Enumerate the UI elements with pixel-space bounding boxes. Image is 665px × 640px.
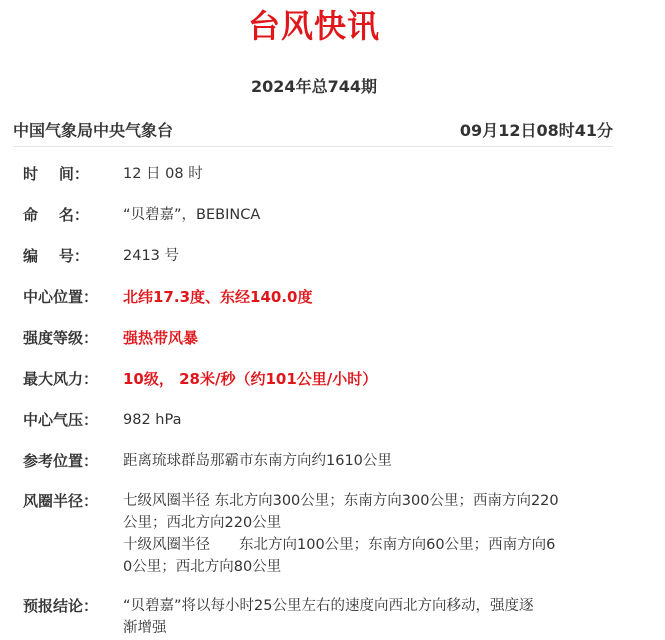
wind-radius-value [123,490,605,578]
wind-radius-line: 0公里；西北方向80公里 [123,559,282,575]
forecast-line: 渐增强 [123,620,167,636]
forecast-label: 预报结论： [23,597,99,615]
number-value: 2413 号 [123,248,180,264]
max-wind-value: 10级， 28米/秒（约101公里/小时） [123,370,378,388]
pressure-value: 982 hPa [123,412,182,428]
wind-radius-label: 风圈半径： [23,492,99,510]
wind-radius-line: 十级风圈半径 东北方向100公里；东南方向60公里；西南方向6 [123,537,556,553]
time-value: 12 日 08 时 [123,166,203,182]
name-value: “贝碧嘉”，BEBINCA [123,207,261,223]
agency-name: 中国气象局中央气象台 [13,121,174,140]
wind-radius-line: 七级风圈半径 东北方向300公里；东南方向300公里；西南方向220 [123,493,559,509]
position-label: 中心位置： [23,288,99,306]
max-wind-label: 最大风力： [23,370,99,388]
bulletin-header [13,116,613,147]
intensity-label: 强度等级： [23,329,99,347]
reference-label: 参考位置： [23,452,99,470]
issue-time: 09月12日08时41分 [459,121,613,140]
name-label: 命 名： [23,206,89,224]
issue-number: 2024年总744期 [251,77,377,96]
wind-radius-line: 公里；西北方向220公里 [123,515,282,531]
number-label: 编 号： [23,247,89,265]
forecast-line: “贝碧嘉”将以每小时25公里左右的速度向西北方向移动，强度逐 [123,598,534,614]
time-label: 时 间： [23,165,89,183]
position-value: 北纬17.3度、东经140.0度 [123,288,313,306]
page-title: 台风快讯 [247,7,380,45]
intensity-value: 强热带风暴 [123,329,199,347]
forecast-value [123,595,605,639]
pressure-label: 中心气压： [23,411,99,429]
reference-value: 距离琉球群岛那霸市东南方向约1610公里 [123,453,392,469]
